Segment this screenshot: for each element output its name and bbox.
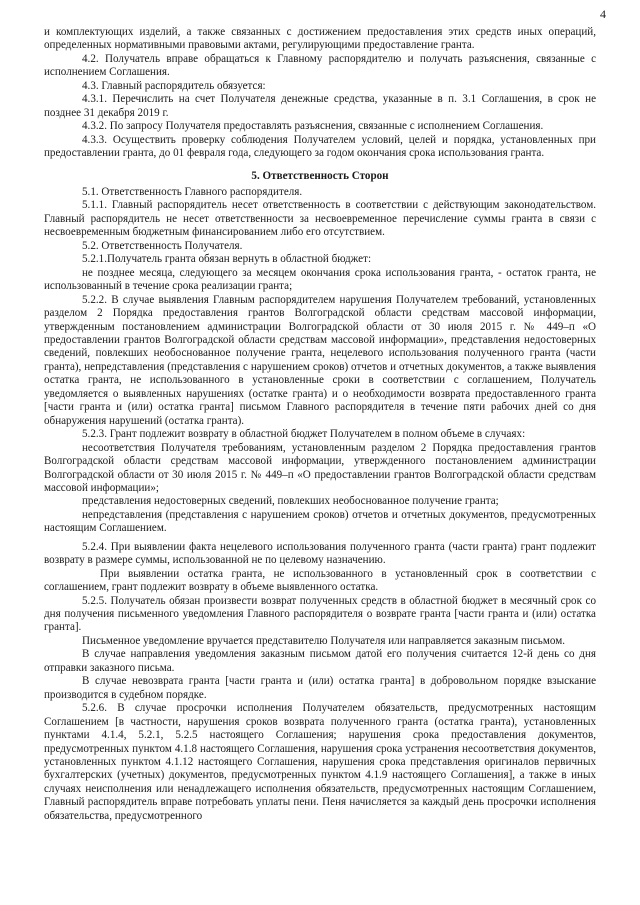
paragraph-5-2-3: 5.2.3. Грант подлежит возврату в областной бюджет Получателем в полном объеме в случаях: xyxy=(82,428,526,441)
paragraph-4-3-2: 4.3.2. По запросу Получателя предоставлять разъяснения, связанные с исполнением Соглашения. xyxy=(82,120,544,133)
paragraph-4-1-continued: и комплектующих изделий, а также связанных с достижением предоставления этих средств иных операций, определенных нормативными правовыми актами, регулирующими предоставление гранта. xyxy=(44,26,596,52)
paragraph-5-2-5-court: В случае невозврата гранта [части гранта и (или) остатка гранта] в добровольном порядке взыскание производится в судебном порядке. xyxy=(44,675,596,701)
paragraph-5-2-3-item-c: непредставления (представления с нарушением сроков) отчетов и отчетных документов, предусмотренных настоящим Соглашением. xyxy=(44,508,596,535)
paragraph-4-3-3: 4.3.3. Осуществить проверку соблюдения Получателем условий, целей и порядка, установленных при предоставлении гранта, до 01 февраля года, следующего за годом окончания срока использования гранта. xyxy=(44,133,596,160)
paragraph-5-2-2: 5.2.2. В случае выявления Главным распорядителем нарушения Получателем требований, установленных разделом 2 Порядка предоставления грантов Волгоградской области средствам массовой информации, утвержденным постановлением администрации Волгоградской области от 30 июля 2015 г. № 449–п «О предоставлении грантов Волгоградской области средствам массовой информации», представления недостоверных сведений, повлекших необоснованное получение гранта, нецелевого использования полученного гранта (части гранта), непредставления (представления с нарушением сроков) отчетов и отчетных документов, а также выявления остатка гранта, не использованного в установленные сроки в соответствии с соглашением, Получатель уведомляется о выявленных нарушениях (остатке гранта) и о необходимости возврата предоставленного гранта [части гранта и (или) остатка гранта] письмом Главного распорядителя в течение пяти рабочих дней со дня обнаружения нарушений (остатка гранта). xyxy=(44,293,596,427)
paragraph-5-2-5-notice: Письменное уведомление вручается представителю Получателя или направляется заказным письмом. xyxy=(82,634,565,647)
paragraph-4-2: 4.2. Получатель вправе обращаться к Главному распорядителю и получать разъяснения, связанные с исполнением Соглашения. xyxy=(44,52,596,79)
paragraph-5-2-3-item-b: представления недостоверных сведений, повлекших необоснованное получение гранта; xyxy=(82,495,499,508)
paragraph-5-2-5-registered-mail: В случае направления уведомления заказным письмом датой его получения считается 12-й день со дня отправки заказного письма. xyxy=(44,648,596,674)
paragraph-5-2-4: 5.2.4. При выявлении факта нецелевого использования полученного гранта (части гранта) грант подлежит возврату в размере суммы, использованной не по целевому назначению. xyxy=(44,540,596,567)
page-number: 4 xyxy=(600,7,606,21)
paragraph-5-2: 5.2. Ответственность Получателя. xyxy=(82,239,243,252)
paragraph-4-3: 4.3. Главный распорядитель обязуется: xyxy=(82,79,266,92)
section-5-title: 5. Ответственность Сторон xyxy=(251,169,389,182)
paragraph-5-2-3-item-a: несоответствия Получателя требованиям, установленным разделом 2 Порядка предоставления грантов Волгоградской области средствам массовой информации, утвержденного постановлением администрации Волгоградской области от 30 июля 2015 г. № 449–п «О предоставлении грантов Волгоградской области средствам массовой информации»; xyxy=(44,441,596,494)
paragraph-5-2-4-remainder: При выявлении остатка гранта, не использованного в установленный срок в соответствии с соглашением, грант подлежит возврату в объеме выявленного остатка. xyxy=(44,567,596,594)
paragraph-5-1: 5.1. Ответственность Главного распорядителя. xyxy=(82,185,303,198)
paragraph-4-3-1: 4.3.1. Перечислить на счет Получателя денежные средства, указанные в п. 3.1 Соглашения, в срок не позднее 31 декабря 2019 г. xyxy=(44,93,596,119)
paragraph-5-2-1-item: не позднее месяца, следующего за месяцем окончания срока использования гранта, - остаток гранта, не использованный в течение срока реализации гранта; xyxy=(44,266,596,293)
paragraph-5-2-6: 5.2.6. В случае просрочки исполнения Получателем обязательств, предусмотренных настоящим Соглашением [в частности, нарушения сроков возврата полученного гранта (остатка гранта), установленных пунктами 4.1.4, 5.2.1, 5.2.5 настоящего Соглашения; нарушения срока предоставления документов, предусмотренных пунктом 4.1.8 настоящего Соглашения, нарушения срока устранения несоответствия документов, установленных пунктом 4.1.12 настоящего Соглашения, нарушения срока представления оригиналов первичных бухгалтерских (учетных) документов, предусмотренных пунктом 4.1.9 настоящего Соглашения], а также в иных случаях неисполнения или ненадлежащего исполнения обязательств, предусмотренных настоящим Соглашением, Главный распорядитель вправе потребовать уплаты пени. Пеня начисляется за каждый день просрочки исполнения обязательства, предусмотренного xyxy=(44,702,596,822)
paragraph-5-1-1: 5.1.1. Главный распорядитель несет ответственность в соответствии с действующим законодательством. Главный распорядитель не несет ответственности за несвоевременное перечисление суммы гранта в связи с несвоевременным бюджетным финансированием либо его отсутствием. xyxy=(44,199,596,239)
paragraph-5-2-1: 5.2.1.Получатель гранта обязан вернуть в областной бюджет: xyxy=(82,253,372,266)
paragraph-5-2-5: 5.2.5. Получатель обязан произвести возврат полученных средств в областной бюджет в месячный срок со дня получения письменного уведомления Главного распорядителя о возврате гранта [части гранта и (или) остатка гранта]. xyxy=(44,594,596,634)
